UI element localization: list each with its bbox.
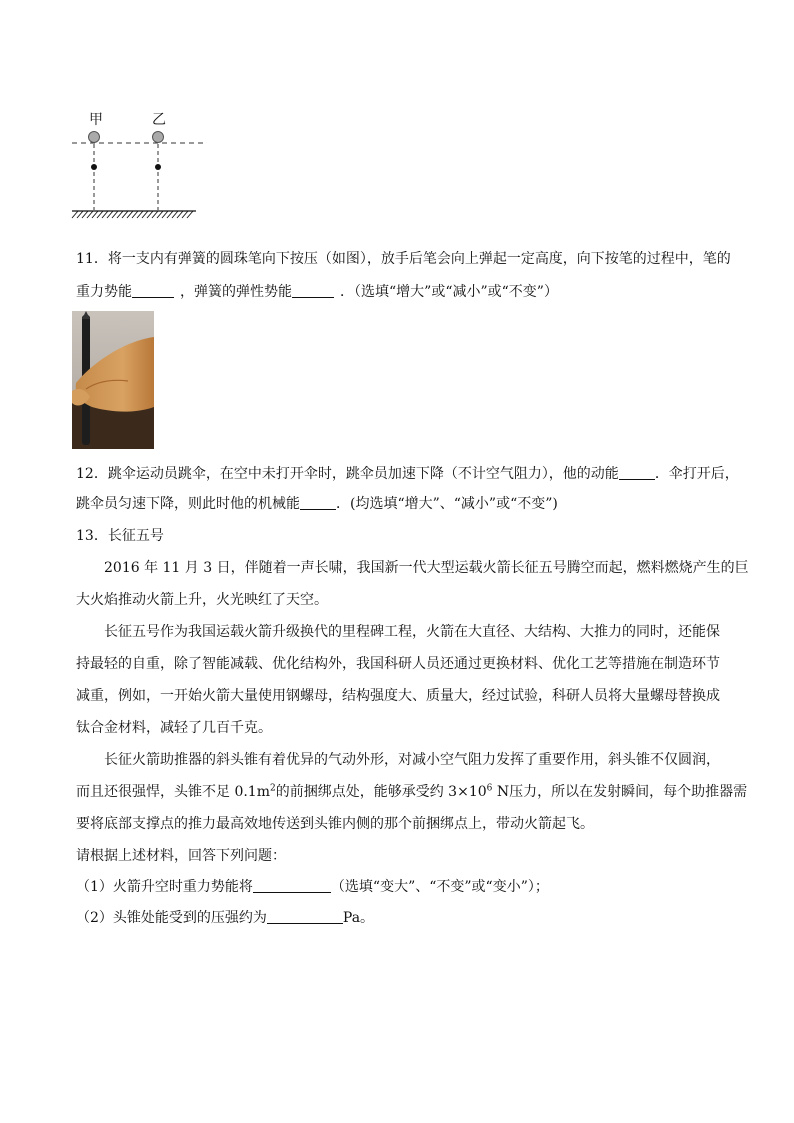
q13-sub2-text-b: Pa。 [342,910,375,926]
mid-dot-yi [155,164,161,170]
q13-p3-text-a: 而且还很强悍，头锥不足 0.1m [76,784,270,800]
q13-sub2 [76,908,374,928]
q13-p3-line2 [76,782,747,802]
q12-text-c: 跳伞员匀速下降，则此时他的机械能 [76,496,300,512]
q13-p1-line2: 大火焰推动火箭上升，火光映红了天空。 [76,592,328,608]
q13-p3-text-b: 的前捆绑点处，能够承受约 3×10 [275,784,487,800]
q12-blank-mechanical-energy[interactable] [300,495,336,510]
q11-line1: 11．将一支内有弹簧的圆珠笔向下按压（如图），放手后笔会向上弹起一定高度，向下按笔的过程中，笔的 [76,251,731,267]
q13-p3-text-c: N压力，所以在发射瞬间，每个助推器需 [492,784,748,800]
q12-text-d: ．(均选填“增大”、“减小”或“不变”) [336,496,558,512]
q12-blank-kinetic-energy[interactable] [619,465,655,480]
q11-line2 [76,282,558,302]
q13-p3-line1: 长征火箭助推器的斜头锥有着优异的气动外形，对减小空气阻力发挥了重要作用，斜头锥不仅圆润， [104,752,720,768]
q13-sub2-text-a: （2）头锥处能受到的压强约为 [76,910,267,926]
mid-dot-jia [91,164,97,170]
q11-text-a: 重力势能 [76,284,132,300]
q12-line2 [76,494,558,514]
q12-line1 [76,464,739,484]
label-jia: 甲 [89,112,103,128]
ground-hatch [72,211,193,218]
q13-p3-sup-area: 2 [270,783,276,794]
q12-text-b: ．伞打开后， [654,466,739,482]
q13-sub1-text-b: （选填“变大”、“不变”或“变小”）； [330,879,549,895]
q13-p2-line3: 减重，例如，一开始火箭大量使用钢螺母，结构强度大、质量大，经过试验，科研人员将大量螺母替换成 [76,688,720,704]
q13-sub1-blank[interactable] [253,878,331,893]
q13-title: 13．长征五号 [76,528,164,544]
ball-yi [153,132,164,143]
q13-p3-sup-force: 6 [486,783,493,794]
q13-prompt: 请根据上述材料，回答下列问题： [76,848,286,864]
q11-blank-gravity-pe[interactable] [132,283,174,298]
q13-sub1 [76,877,549,897]
q13-p2-line4: 钛合金材料，减轻了几百千克。 [76,720,272,736]
q13-sub1-text-a: （1）火箭升空时重力势能将 [76,879,253,895]
label-yi: 乙 [152,112,166,128]
q12-text-a: 12．跳伞运动员跳伞，在空中未打开伞时，跳伞员加速下降（不计空气阻力），他的动能 [76,466,619,482]
q13-p2-line1: 长征五号作为我国运载火箭升级换代的里程碑工程，火箭在大直径、大结构、大推力的同时，还能保 [104,624,720,640]
ball-drop-diagram [66,104,206,222]
q11-blank-elastic-pe[interactable] [292,283,334,298]
q13-p2-line2: 持最轻的自重，除了智能减载、优化结构外，我国科研人员还通过更换材料、优化工艺等措施在制造环节 [76,656,720,672]
ball-jia [89,132,100,143]
q11-text-c: ．（选填“增大”或“减小”或“不变”） [340,284,558,300]
q11-text-b: ，弹簧的弹性势能 [180,284,292,300]
q13-p1-line1: 2016 年 11 月 3 日，伴随着一声长啸，我国新一代大型运载火箭长征五号腾空而起，燃料燃烧产生的巨 [104,560,749,576]
pen-press-photo [72,311,154,449]
q13-sub2-blank[interactable] [267,909,343,924]
q13-p3-line3: 要将底部支撑点的推力最高效地传送到头锥内侧的那个前捆绑点上，带动火箭起飞。 [76,816,594,832]
